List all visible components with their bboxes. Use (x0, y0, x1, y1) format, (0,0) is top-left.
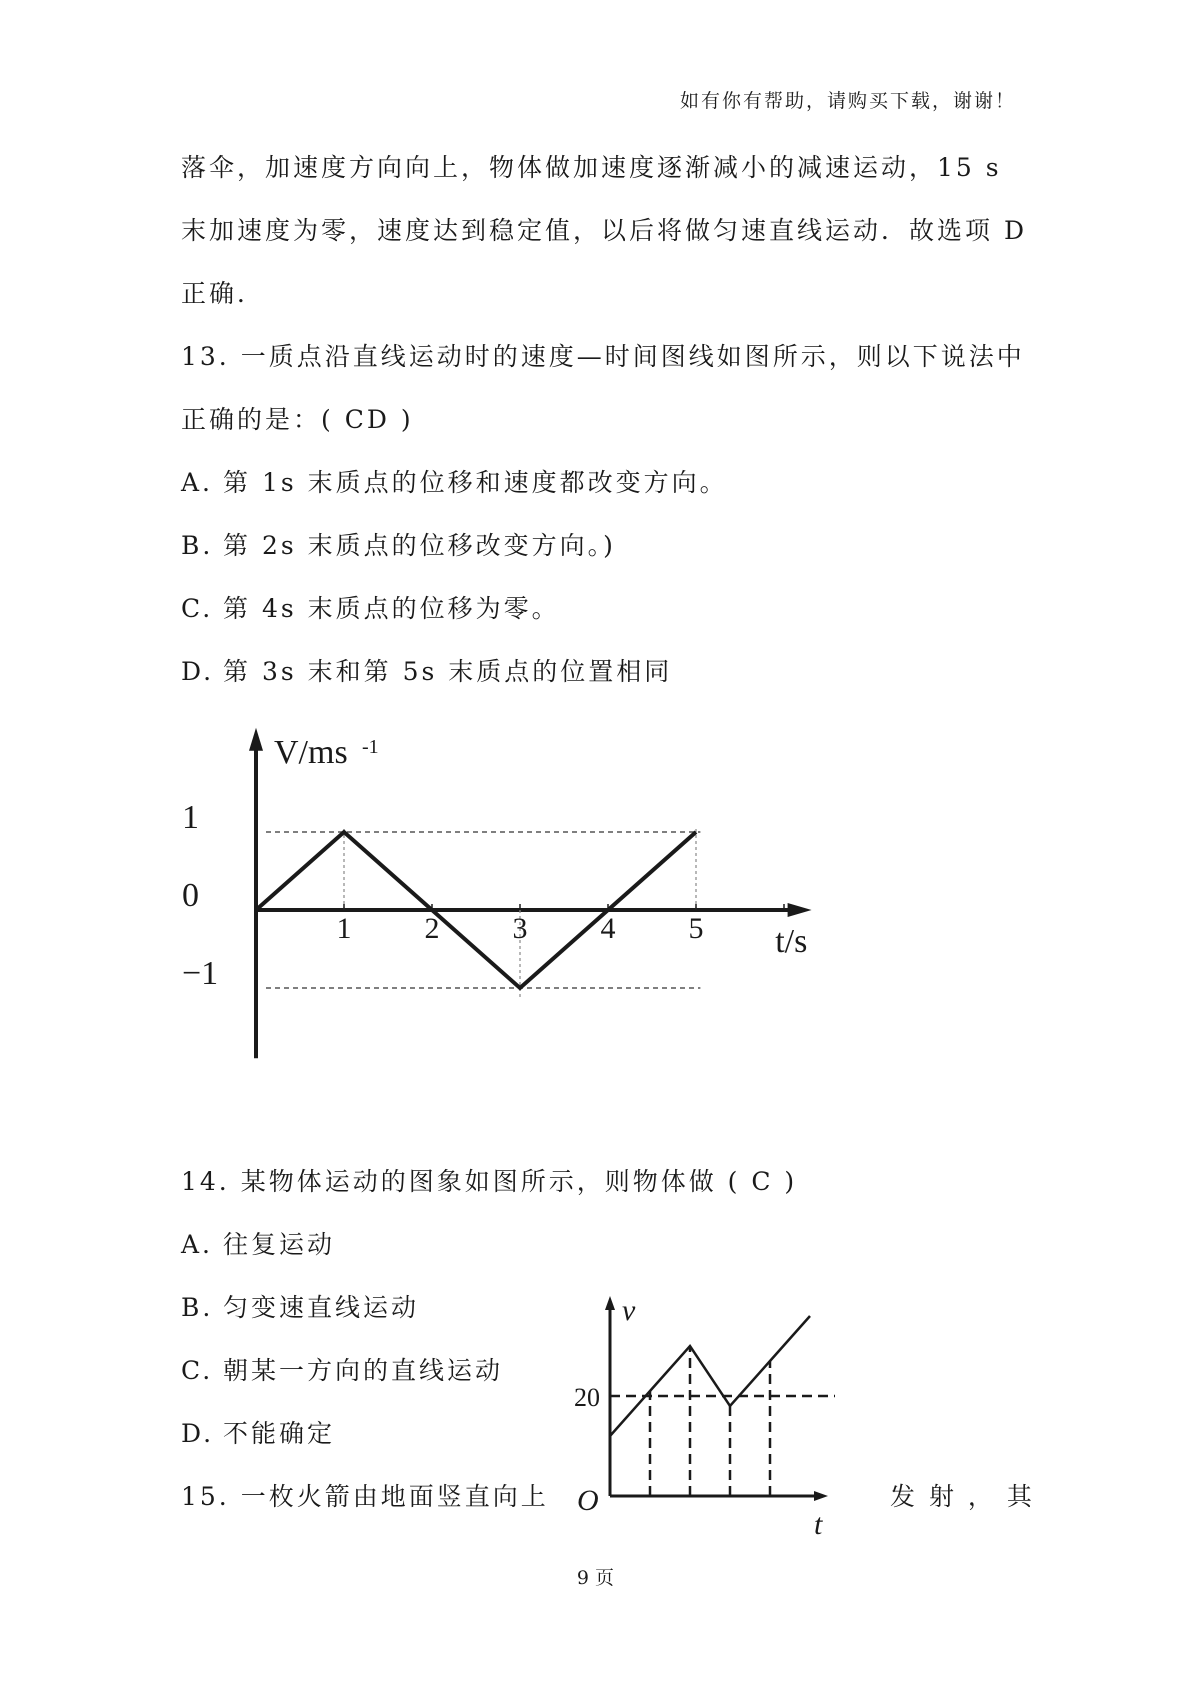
option-letter: B. (181, 531, 214, 560)
y-axis-arrow (605, 1296, 615, 1310)
x-axis-label: t (814, 1508, 823, 1541)
option-letter: C. (181, 594, 214, 623)
q13-option-b (181, 526, 616, 562)
text-line-3: 正确． (181, 279, 266, 308)
text-line-1: 落伞，加速度方向向上，物体做加速度逐渐减小的减速运动，15 s (181, 153, 1002, 182)
x-tick-label: 1 (336, 912, 352, 945)
q14-option-b (181, 1288, 419, 1324)
option-letter: D. (181, 657, 215, 686)
q13-option-a (181, 463, 728, 499)
option-letter: A. (181, 468, 214, 497)
option-text: 朝某一方向的直线运动 (223, 1356, 504, 1385)
question-13-title: 13. 一质点沿直线运动时的速度—时间图线如图所示，则以下说法中 (181, 342, 1025, 371)
text-line-2: 末加速度为零，速度达到稳定值，以后将做匀速直线运动．故选项 D (181, 216, 1027, 245)
option-text: 第 4s 末质点的位移为零。 (223, 594, 560, 623)
q13-option-d (181, 652, 672, 688)
option-letter: B. (181, 1293, 214, 1322)
y-axis-label: v (622, 1294, 636, 1327)
option-text: 往复运动 (223, 1230, 336, 1259)
y-axis-label: V/ms (274, 733, 348, 771)
velocity-series-line (610, 1316, 810, 1436)
y-axis-arrow (249, 728, 263, 751)
question-13-title-cont: 正确的是：( CD ) (181, 405, 414, 434)
option-text: 第 1s 末质点的位移和速度都改变方向。 (223, 468, 728, 497)
option-text: 匀变速直线运动 (223, 1293, 420, 1322)
x-tick-label: 2 (424, 912, 440, 945)
q14-option-c (181, 1351, 503, 1387)
x-tick-label: 4 (600, 912, 616, 945)
option-text: 第 3s 末和第 5s 末质点的位置相同 (223, 657, 673, 686)
y-tick-label: 20 (574, 1383, 600, 1412)
q14-option-a (181, 1225, 335, 1261)
option-letter: C. (181, 1356, 214, 1385)
velocity-time-chart (170, 710, 870, 1070)
page-header: 如有你有帮助，请购买下载，谢谢！ (680, 90, 1017, 112)
q13-option-c (181, 589, 560, 625)
question-14-title: 14. 某物体运动的图象如图所示，则物体做 ( C ) (181, 1167, 798, 1196)
option-letter: A. (181, 1230, 214, 1259)
q14-option-d (181, 1414, 335, 1450)
y-tick-label: 1 (182, 799, 199, 836)
page-footer: 9 页 (576, 1567, 615, 1589)
x-axis-label: t/s (775, 923, 808, 960)
y-axis-label-exponent: -1 (362, 735, 379, 758)
v-t-sketch-chart (570, 1290, 890, 1560)
x-tick-label: 3 (512, 912, 528, 945)
y-tick-label: 0 (182, 877, 199, 914)
x-tick-label: 5 (688, 912, 704, 945)
question-15-text-left: 15. 一枚火箭由地面竖直向上 (181, 1482, 549, 1511)
option-text: 不能确定 (223, 1419, 336, 1448)
option-text: 第 2s 末质点的位移改变方向。) (223, 531, 616, 560)
option-letter: D. (181, 1419, 215, 1448)
origin-label: O (577, 1484, 599, 1517)
x-axis-arrow (788, 903, 812, 917)
question-15-text-right: 发 射 ， 其 (890, 1482, 1035, 1511)
x-axis-arrow (814, 1491, 828, 1501)
y-tick-label: −1 (182, 955, 219, 992)
